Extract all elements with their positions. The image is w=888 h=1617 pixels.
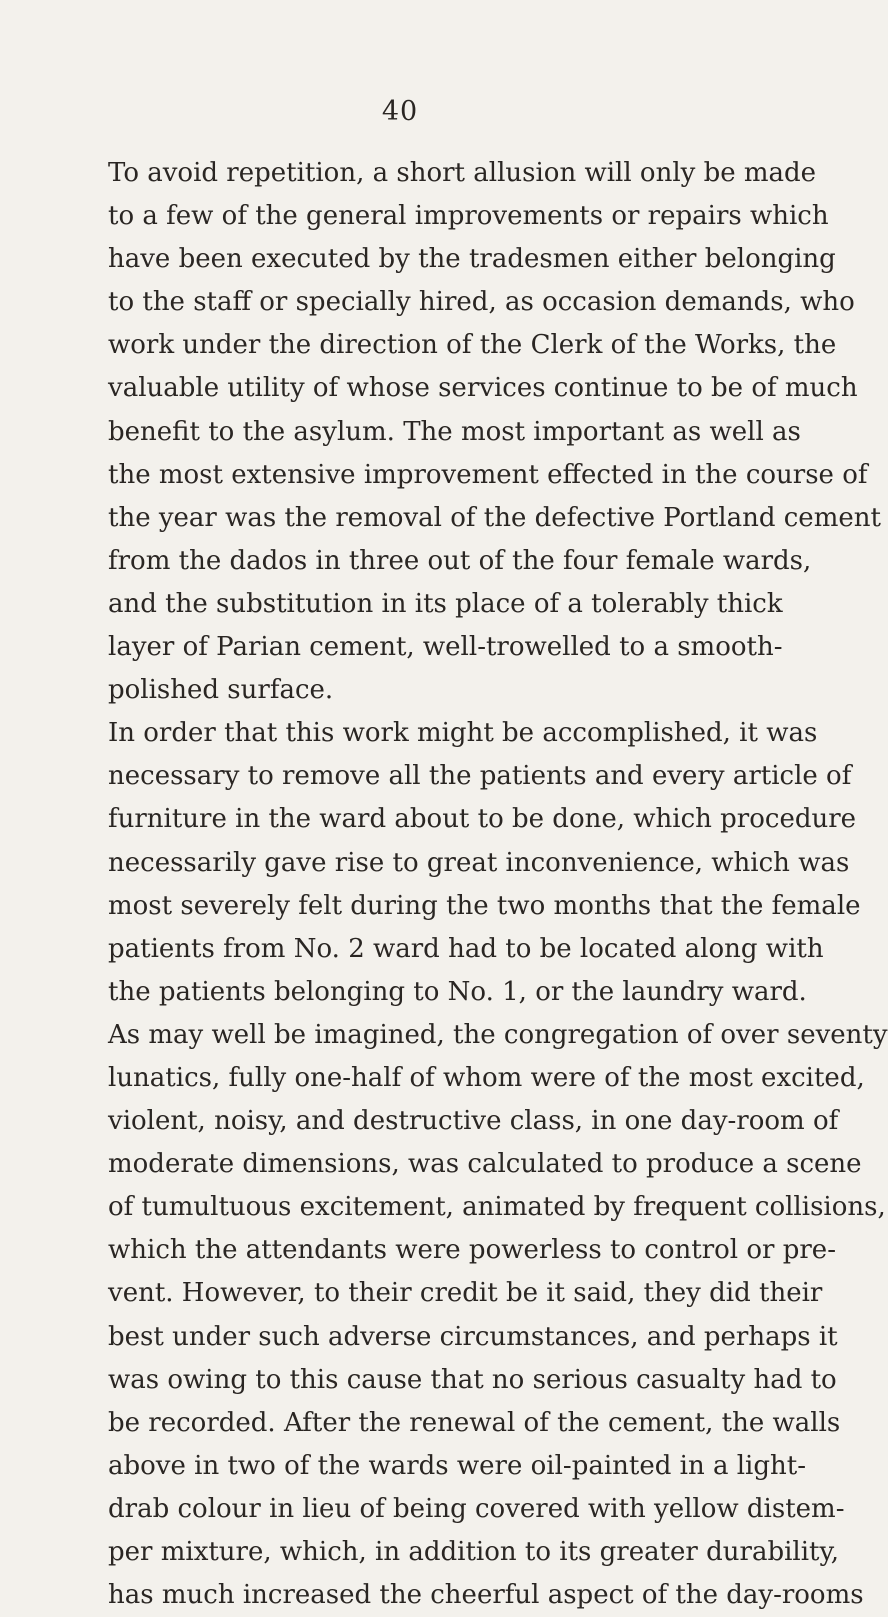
- text-line: benefit to the asylum. The most important as well as: [108, 416, 801, 447]
- text-line: drab colour in lieu of being covered with yellow distem-: [108, 1493, 845, 1524]
- text-line: above in two of the wards were oil-painted in a light-: [108, 1450, 806, 1481]
- body-text: [108, 152, 888, 1617]
- text-line: of tumultuous excitement, animated by frequent collisions,: [108, 1192, 886, 1223]
- text-line: violent, noisy, and destructive class, in one day-room of: [108, 1106, 839, 1137]
- text-line: the patients belonging to No. 1, or the laundry ward.: [108, 976, 807, 1007]
- text-line: As may well be imagined, the congregation of over seventy: [108, 1019, 888, 1050]
- text-line: and the substitution in its place of a tolerably thick: [108, 588, 783, 619]
- page-number: 40: [381, 96, 419, 127]
- text-line: layer of Parian cement, well-trowelled to a smooth-: [108, 632, 783, 663]
- text-line: moderate dimensions, was calculated to produce a scene: [108, 1149, 862, 1180]
- text-line: have been executed by the tradesmen either belonging: [108, 244, 836, 275]
- text-line: best under such adverse circumstances, and perhaps it: [108, 1321, 838, 1352]
- text-line: the most extensive improvement effected in the course of: [108, 459, 868, 490]
- text-line: lunatics, fully one-half of whom were of the most excited,: [108, 1062, 865, 1093]
- text-line: to the staff or specially hired, as occasion demands, who: [108, 287, 855, 318]
- text-line: In order that this work might be accomplished, it was: [108, 718, 818, 749]
- text-line: vent. However, to their credit be it said, they did their: [108, 1278, 823, 1309]
- text-line: was owing to this cause that no serious casualty had to: [108, 1364, 837, 1395]
- text-line: per mixture, which, in addition to its greater durability,: [108, 1537, 839, 1567]
- text-line: necessary to remove all the patients and every article of: [108, 761, 852, 792]
- text-line: necessarily gave rise to great inconvenience, which was: [108, 847, 850, 878]
- text-line: be recorded. After the renewal of the cement, the walls: [108, 1407, 841, 1438]
- text-line: polished surface.: [108, 675, 334, 706]
- text-line: the year was the removal of the defective Portland cement: [108, 502, 881, 533]
- text-line: work under the direction of the Clerk of the Works, the: [108, 330, 837, 361]
- text-line: To avoid repetition, a short allusion will only be made: [108, 158, 817, 188]
- text-line: has much increased the cheerful aspect of the day-rooms: [108, 1580, 864, 1611]
- text-line: most severely felt during the two months that the female: [108, 890, 861, 921]
- text-line: which the attendants were powerless to control or pre-: [108, 1235, 836, 1266]
- text-line: from the dados in three out of the four female wards,: [108, 545, 812, 576]
- text-line: furniture in the ward about to be done, which procedure: [108, 804, 857, 835]
- text-line: to a few of the general improvements or repairs which: [108, 201, 829, 232]
- text-line: valuable utility of whose services continue to be of much: [108, 373, 858, 404]
- text-line: patients from No. 2 ward had to be located along with: [108, 933, 824, 964]
